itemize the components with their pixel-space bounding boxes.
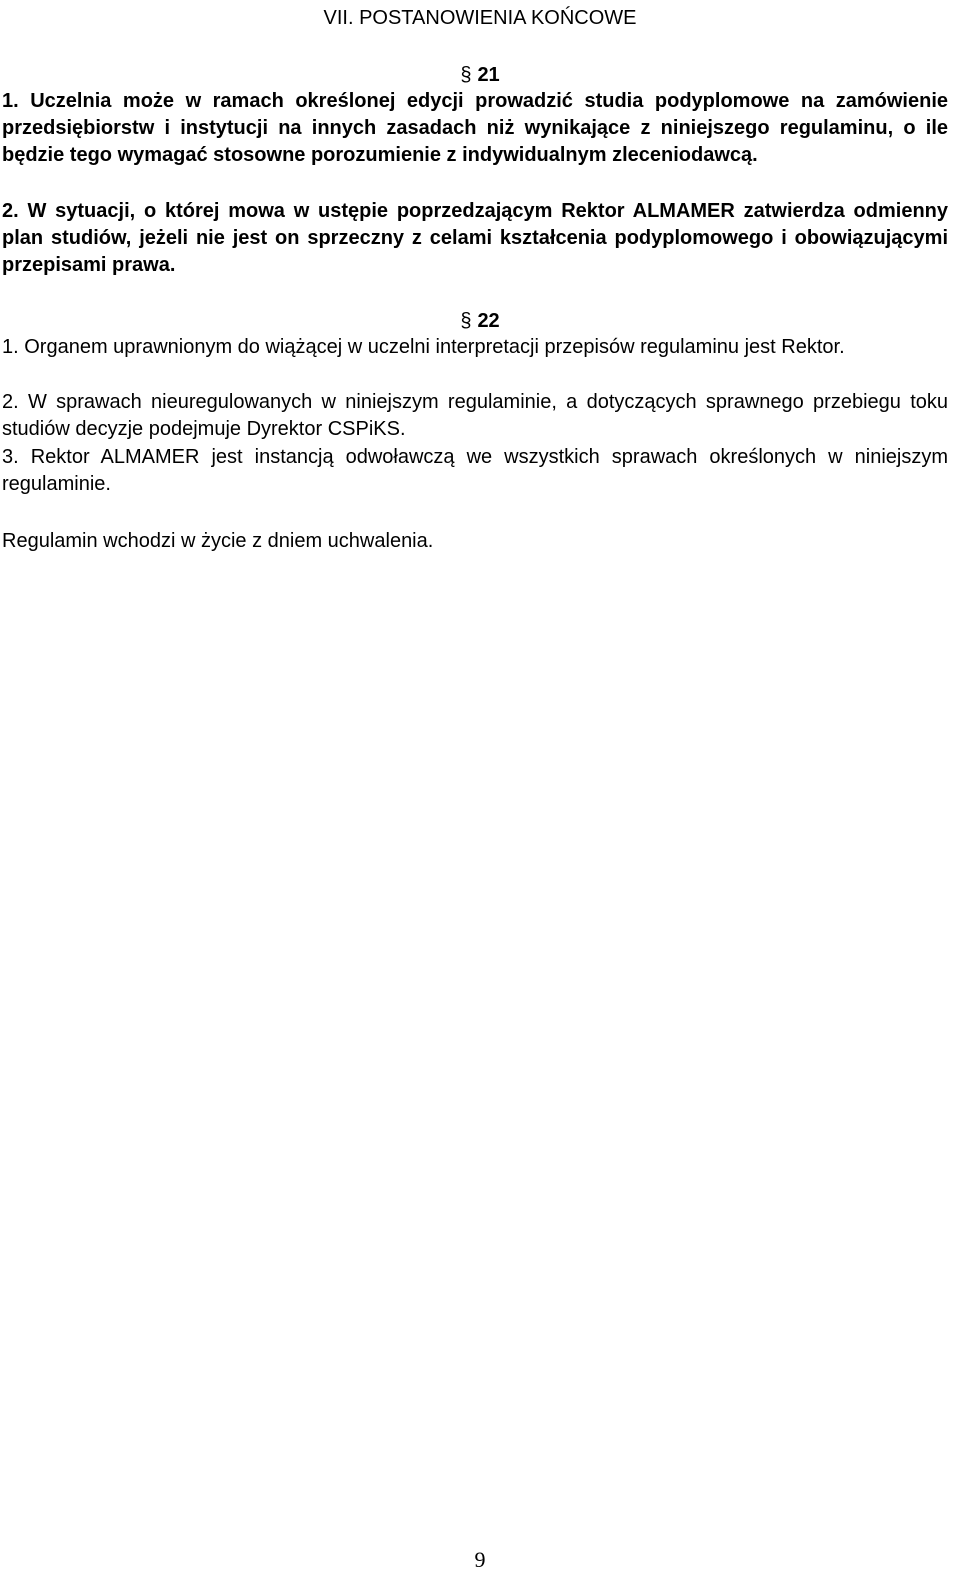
item-text: W sytuacji, o której mowa w ustępie poprzedzającym Rektor ALMAMER zatwierdza odmienny plan studiów, jeżeli nie jest on sprzeczny z celami kształcenia podyplomowego i obowiązującymi przepisami prawa.	[2, 200, 948, 276]
item-text: W sprawach nieuregulowanych w niniejszym regulaminie, a dotyczących sprawnego przebiegu toku studiów decyzje podejmuje Dyrektor CSPiKS.	[2, 391, 948, 440]
section-sign: §	[460, 64, 472, 86]
section-22-item-1	[2, 334, 948, 361]
item-text: Uczelnia może w ramach określonej edycji prowadzić studia podyplomowe na zamówienie przedsiębiorstw i instytucji na innych zasadach niż wynikające z niniejszego regulaminu, o ile będzie tego wymagać stosowne porozumienie z indywidualnym zleceniodawcą.	[2, 90, 949, 166]
item-number: 1.	[2, 336, 19, 358]
section-21-item-2	[2, 198, 948, 279]
closing-statement: Regulamin wchodzi w życie z dniem uchwalenia.	[2, 530, 434, 552]
item-text: Organem uprawnionym do wiążącej w uczelni interpretacji przepisów regulaminu jest Rektor.	[24, 336, 845, 358]
section-22-item-2	[2, 389, 948, 443]
item-number: 3.	[2, 446, 19, 468]
item-number: 1.	[2, 90, 19, 112]
section-number: 21	[477, 64, 500, 86]
item-text: Rektor ALMAMER jest instancją odwoławczą we wszystkich sprawach określonych w niniejszym regulaminie.	[2, 446, 948, 495]
section-21-item-1	[2, 88, 948, 169]
item-number: 2.	[2, 200, 19, 222]
page-number: 9	[474, 1547, 486, 1572]
section-number: 22	[477, 310, 500, 332]
section-22-item-3	[2, 444, 948, 498]
item-number: 2.	[2, 391, 19, 413]
chapter-title: VII. POSTANOWIENIA KOŃCOWE	[323, 7, 637, 29]
section-22-heading	[0, 308, 960, 334]
section-21-heading	[0, 62, 960, 88]
section-sign: §	[460, 310, 472, 332]
